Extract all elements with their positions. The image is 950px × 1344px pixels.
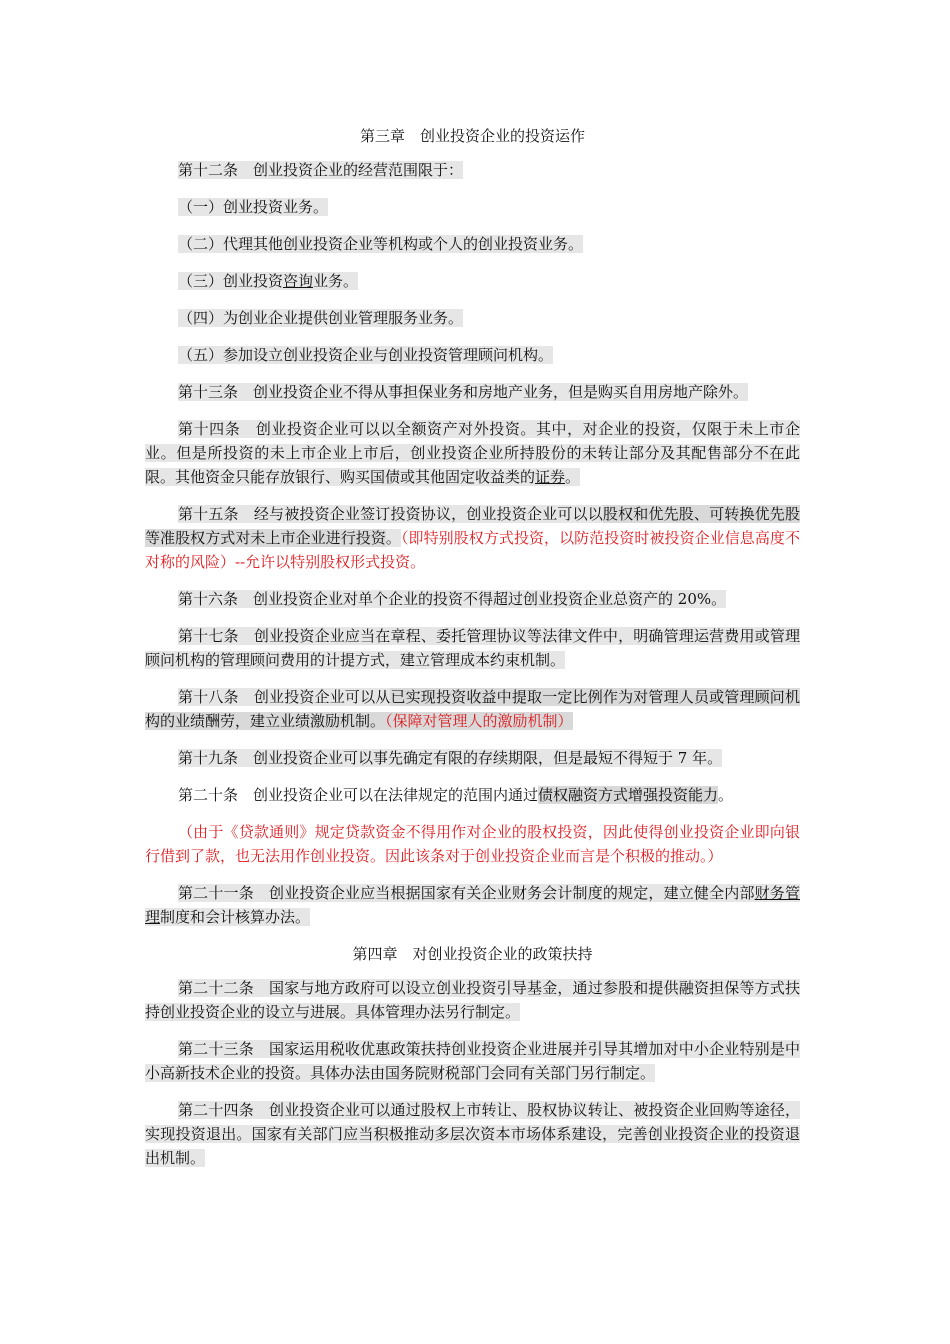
article-12 [145, 158, 800, 182]
article-16 [145, 587, 800, 611]
article-19 [145, 746, 800, 770]
item-3-text: （三）创业投资 [178, 272, 284, 290]
article-14 [145, 417, 800, 489]
item-4-text: （四）为创业企业提供创业管理服务业务。 [178, 309, 464, 327]
article-18-text: 第十八条 创业投资企业可以从 [178, 688, 391, 706]
article-18 [145, 685, 800, 733]
article-15 [145, 502, 800, 574]
article-20-note: （由于《贷款通则》规定贷款资金不得用作对企业的股权投资，因此使得创业投资企业即向银行借到了款，也无法用作创业投资。因此该条对于创业投资企业而言是个积极的推动。） [145, 823, 800, 865]
article-17 [145, 624, 800, 672]
document-body [145, 124, 800, 1183]
chapter-3-title: 第三章 创业投资企业的投资运作 [359, 127, 585, 145]
article-12-item-3 [145, 269, 800, 293]
article-12-item-2 [145, 232, 800, 256]
article-15-highlight: 股权和优先股、可转换优先股等准股权方式对未上市企业进行投资 [145, 505, 800, 547]
article-20 [145, 783, 800, 807]
article-20-highlight: 债权融资方式增强投资能力 [538, 786, 719, 804]
article-20-text: 第二十条 创业投资企业可以在法律规定的范围内通过 [178, 786, 539, 804]
article-22-text: 第二十二条 国家与地方政府可以设立创业投资引导基金，通过参股和提供融资担保等方式扶持创业投资企业的设立与进展。具体管理办法另行制定。 [145, 979, 800, 1021]
article-15-text: 第十五条 经与被投资企业签订投资协议，创业投资企业可以以 [178, 505, 603, 523]
article-12-text: 第十二条 创业投资企业的经营范围限于： [178, 161, 464, 179]
article-18-period: 。 [370, 712, 386, 730]
item-2-text: （二）代理其他创业投资企业等机构或个人的创业投资业务。 [178, 235, 584, 253]
article-14-suffix: 。 [565, 468, 581, 486]
article-24-text: 第二十四条 创业投资企业可以通过股权上市转让、股权协议转让、被投资企业回购等途径，实现投资退出。国家有关部门应当积极推动多层次资本市场体系建设，完善创业投资企业的投资退出机制。 [145, 1101, 800, 1167]
article-12-item-4 [145, 306, 800, 330]
article-18-highlight: 已实现投资收益中提取一定比例作为对管理人员或管理顾问机构的业绩酬劳，建立业绩激励机制 [145, 688, 800, 730]
item-1-text: （一）创业投资业务。 [178, 198, 329, 216]
article-16-text: 第十六条 创业投资企业对单个企业的投资不得超过创业投资企业总资产的 20%。 [178, 590, 727, 608]
article-22 [145, 976, 800, 1024]
article-17-text: 第十七条 创业投资企业应当在章程、委托管理协议等法律文件中，明确管理运营费用或管理顾问机构的管理顾问费用的计提方式，建立管理成本约束机制。 [145, 627, 800, 669]
link-financial-management[interactable]: 财务管理 [145, 884, 800, 926]
article-24 [145, 1098, 800, 1170]
item-3-suffix: 业务。 [313, 272, 359, 290]
chapter-4-title: 第四章 对创业投资企业的政策扶持 [352, 945, 593, 963]
link-consulting[interactable]: 咨询 [283, 272, 314, 290]
article-14-text: 第十四条 创业投资企业可以以全额资产对外投资。其中，对企业的投资，仅限于未上市企业。但是所投资的未上市企业上市后，创业投资企业所持股份的未转让部分及其配售部分不在此限。其他资金只能存放银行、购买国债或其他固定收益类的 [145, 420, 800, 486]
article-23-text: 第二十三条 国家运用税收优惠政策扶持创业投资企业进展并引导其增加对中小企业特别是中小高新技术企业的投资。具体办法由国务院财税部门会同有关部门另行制定。 [145, 1040, 800, 1082]
article-12-item-1 [145, 195, 800, 219]
item-5-text: （五）参加设立创业投资企业与创业投资管理顾问机构。 [178, 346, 554, 364]
article-18-annotation: （保障对管理人的激励机制） [385, 712, 573, 730]
article-19-text: 第十九条 创业投资企业可以事先确定有限的存续期限，但是最短不得短于 7 年。 [178, 749, 723, 767]
link-securities[interactable]: 证券 [535, 468, 566, 486]
article-23 [145, 1037, 800, 1085]
article-15-annotation: （即特别股权方式投资，以防范投资时被投资企业信息高度不对称的风险）--允许以特别股权形式投资。 [145, 529, 800, 571]
article-21-text: 第二十一条 创业投资企业应当根据国家有关企业财务会计制度的规定，建立健全内部 [178, 884, 755, 902]
article-15-period: 。 [385, 529, 401, 547]
article-20-suffix: 。 [718, 786, 734, 804]
article-21-suffix: 制度和会计核算办法。 [160, 908, 311, 926]
article-21 [145, 881, 800, 929]
article-12-item-5 [145, 343, 800, 367]
article-13-text: 第十三条 创业投资企业不得从事担保业务和房地产业务，但是购买自用房地产除外。 [178, 383, 749, 401]
article-13 [145, 380, 800, 404]
